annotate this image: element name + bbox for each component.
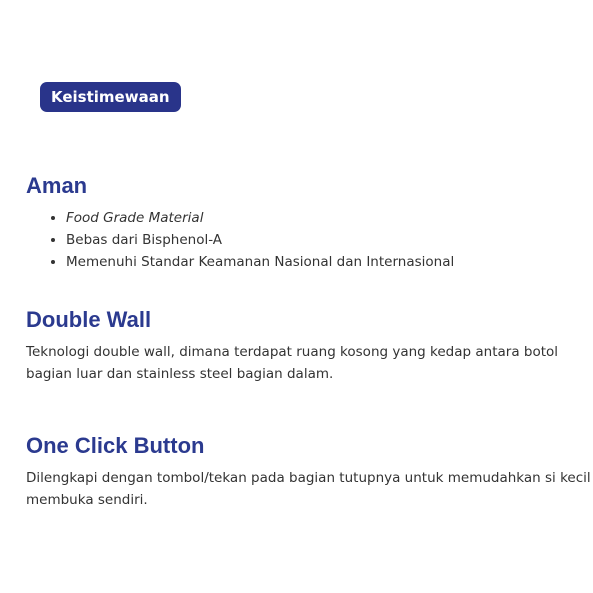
one-click-description: [26, 467, 591, 511]
section-title-aman: Aman: [26, 173, 88, 198]
list-item: Bebas dari Bisphenol-A: [26, 229, 454, 251]
description-line: bagian luar dan stainless steel bagian dalam.: [26, 366, 334, 382]
double-wall-description: [26, 341, 558, 385]
description-line: membuka sendiri.: [26, 492, 148, 508]
section-title-one-click: One Click Button: [26, 433, 205, 458]
description-line: Dilengkapi dengan tombol/tekan pada bagian tutupnya untuk memudahkan si kecil: [26, 470, 591, 486]
aman-list: [26, 207, 454, 273]
description-line: Teknologi double wall, dimana terdapat ruang kosong yang kedap antara botol: [26, 344, 559, 360]
list-item: Memenuhi Standar Keamanan Nasional dan Internasional: [26, 251, 454, 273]
features-badge: Keistimewaan: [40, 82, 181, 112]
section-title-double-wall: Double Wall: [26, 307, 152, 332]
list-item: Food Grade Material: [26, 207, 454, 229]
